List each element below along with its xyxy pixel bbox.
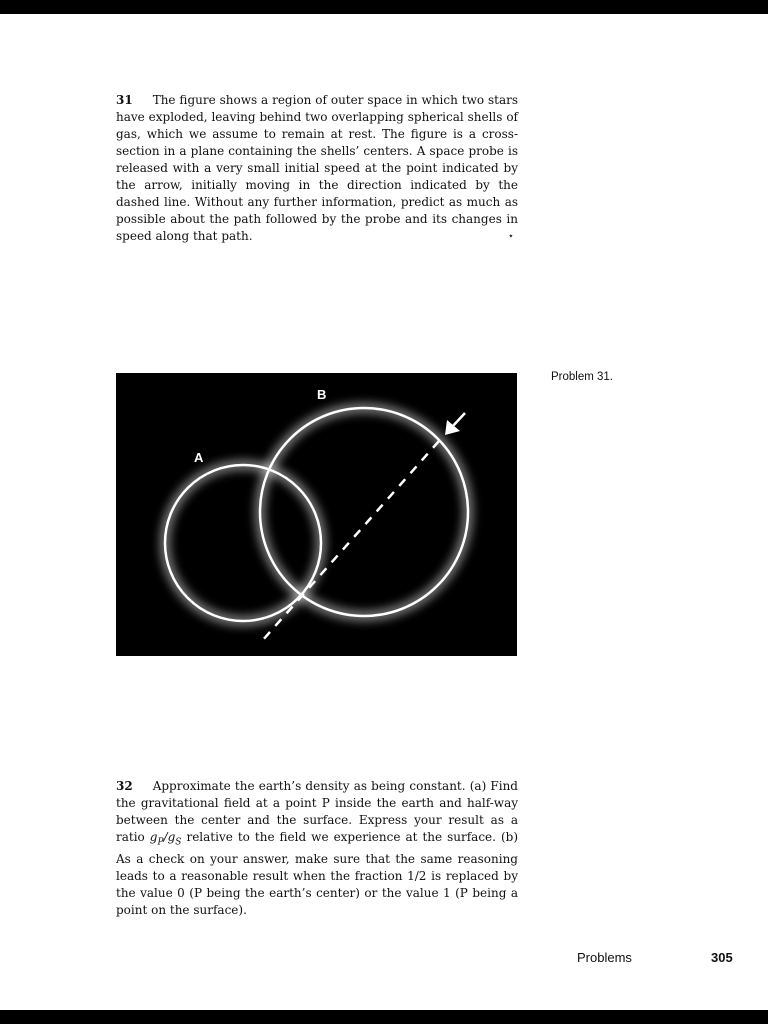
top-border: [0, 0, 768, 14]
page-number: 305: [711, 950, 733, 965]
problem-31-figure: [116, 373, 517, 656]
shells-diagram: [116, 373, 517, 656]
difficulty-star: ⋆: [507, 231, 514, 242]
probe-arrow-icon: [445, 413, 465, 435]
problem-32: [116, 778, 518, 919]
label-b: B: [317, 387, 327, 402]
figure-caption: Problem 31.: [551, 371, 614, 383]
problem-31-text: The figure shows a region of outer space in which two stars have exploded, leaving behind two overlapping spherical shells of gas, which we assume to remain at rest. The figure is a cross-section in a plane containing the shells’ centers. A space probe is released with a very small initial speed at the point indicated by the arrow, initially moving in the direction indicated by the dashed line. Without any further information, predict as much as possible about the path followed by the probe and its changes in speed along that path.: [116, 93, 518, 243]
shell-b: [260, 408, 468, 616]
bottom-border: [0, 1010, 768, 1024]
label-a: A: [194, 450, 204, 465]
footer-section-label: Problems: [577, 950, 632, 965]
problem-32-text-part1: Approximate the earth’s density as being constant. (a) Find the gravitational field at a point P inside the earth and half-way between the center and the surface. Express your result as a ratio: [116, 779, 518, 844]
ratio-expression: $g_P/g_S$: [149, 830, 182, 848]
problem-31-number: 31: [116, 93, 133, 107]
problem-32-number: 32: [116, 779, 133, 793]
problem-31: [116, 92, 518, 245]
problem-32-text-part2: relative to the field we experience at the surface. (b) As a check on your answer, make sure that the same reasoning leads to a reasonable result when the fraction 1/2 is replaced by the value 0 (P being the earth’s center) or the value 1 (P being a point on the surface).: [116, 830, 519, 918]
